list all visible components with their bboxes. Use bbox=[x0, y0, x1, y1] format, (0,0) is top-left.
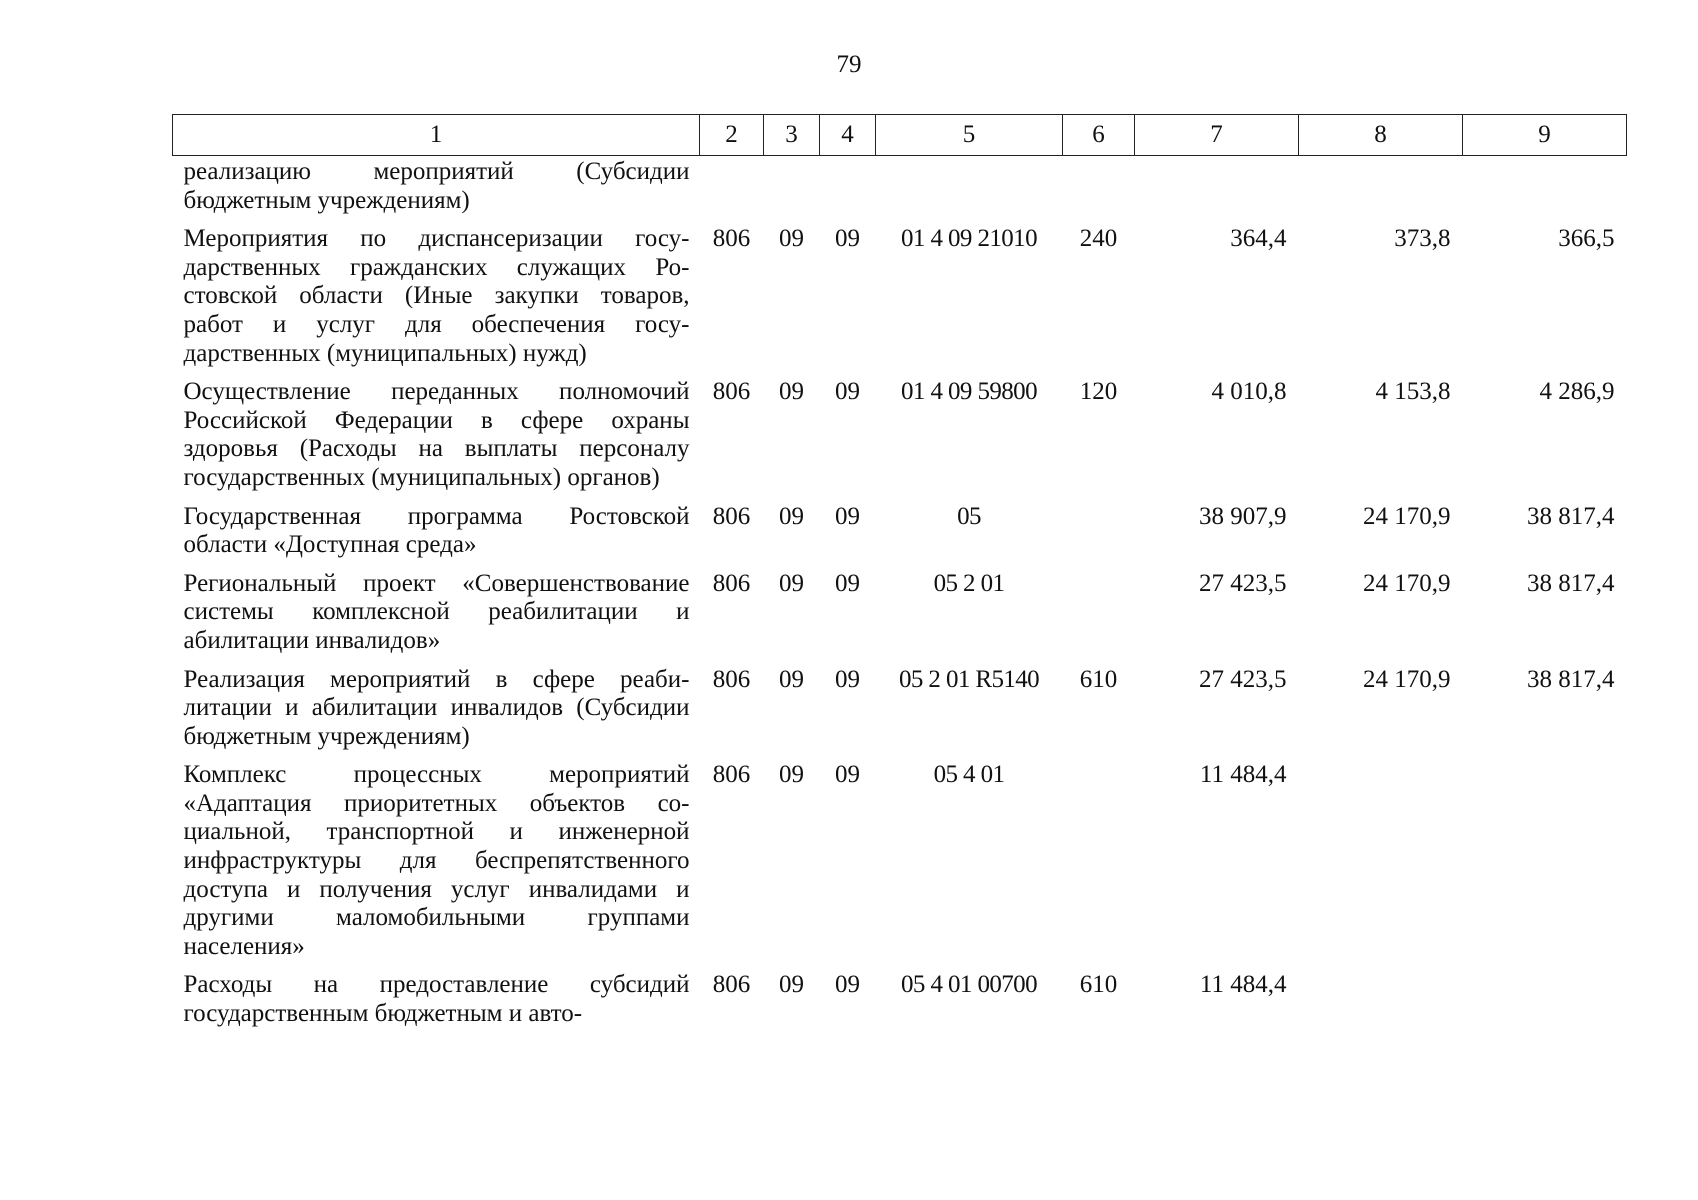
row-amount-year3 bbox=[1463, 971, 1627, 1038]
budget-table-container bbox=[172, 114, 1626, 1039]
table-row bbox=[173, 503, 1627, 570]
row-amount-year2 bbox=[1299, 761, 1463, 971]
row-subsection: 09 bbox=[835, 225, 860, 253]
table-row bbox=[173, 378, 1627, 502]
row-name: Осуществление переданных полномочий Российской Федерации в сфере охраны здоровья (Расходы на выплаты персоналу государственных (муниципальных) органов) bbox=[183, 378, 690, 491]
row-amount-year3: 366,5 bbox=[1558, 225, 1615, 253]
header-row bbox=[173, 115, 1627, 156]
row-target-article: 01 4 09 21010 bbox=[901, 225, 1037, 253]
row-grbs bbox=[700, 156, 764, 226]
header-cell-7: 7 bbox=[1135, 115, 1299, 156]
table-row bbox=[173, 761, 1627, 971]
row-grbs: 806 bbox=[712, 225, 751, 253]
row-amount-year3: 38 817,4 bbox=[1527, 569, 1615, 597]
row-subsection: 09 bbox=[835, 569, 860, 597]
row-amount-year2: 24 170,9 bbox=[1363, 569, 1451, 597]
row-target-article: 05 2 01 R5140 bbox=[898, 665, 1040, 693]
row-name: Региональный проект «Совершенствование системы комплексной реабилитации и абилитации инвалидов» bbox=[183, 569, 690, 654]
row-section: 09 bbox=[779, 502, 804, 530]
row-amount-year2: 373,8 bbox=[1394, 225, 1451, 253]
row-amount-year2: 24 170,9 bbox=[1363, 502, 1451, 530]
row-expense-type: 610 bbox=[1079, 665, 1118, 693]
row-section: 09 bbox=[779, 225, 804, 253]
header-cell-2: 2 bbox=[700, 115, 764, 156]
row-amount-year1: 27 423,5 bbox=[1199, 569, 1287, 597]
row-amount-year2: 24 170,9 bbox=[1363, 665, 1451, 693]
row-amount-year1 bbox=[1135, 156, 1299, 226]
table-header bbox=[173, 115, 1627, 156]
row-expense-type bbox=[1063, 503, 1135, 570]
row-section: 09 bbox=[779, 761, 804, 789]
row-amount-year1: 38 907,9 bbox=[1199, 502, 1287, 530]
table-row bbox=[173, 156, 1627, 226]
budget-table bbox=[172, 114, 1627, 1039]
row-grbs: 806 bbox=[712, 378, 751, 406]
row-amount-year3 bbox=[1463, 761, 1627, 971]
row-subsection bbox=[820, 156, 876, 226]
row-expense-type: 610 bbox=[1079, 971, 1118, 999]
header-cell-9: 9 bbox=[1463, 115, 1627, 156]
row-name: Комплекс процессных мероприятий «Адаптация приоритетных объектов социальной, транспортной и инженерной инфраструктуры для беспрепятственного доступа и получения услуг инвалидами и другими маломобильными группами населения» bbox=[183, 761, 690, 960]
row-section: 09 bbox=[779, 971, 804, 999]
row-section bbox=[764, 156, 820, 226]
row-amount-year2 bbox=[1299, 971, 1463, 1038]
row-expense-type bbox=[1063, 570, 1135, 666]
row-name: Расходы на предоставление субсидий государственным бюджетным и авто- bbox=[183, 971, 690, 1028]
row-subsection: 09 bbox=[835, 665, 860, 693]
row-amount-year1: 364,4 bbox=[1230, 225, 1287, 253]
header-cell-5: 5 bbox=[876, 115, 1063, 156]
row-amount-year3: 4 286,9 bbox=[1539, 378, 1615, 406]
table-row bbox=[173, 666, 1627, 762]
header-cell-3: 3 bbox=[764, 115, 820, 156]
row-subsection: 09 bbox=[835, 761, 860, 789]
row-target-article: 05 4 01 bbox=[933, 761, 1005, 789]
row-grbs: 806 bbox=[712, 761, 751, 789]
row-section: 09 bbox=[779, 569, 804, 597]
table-row bbox=[173, 570, 1627, 666]
row-amount-year1: 27 423,5 bbox=[1199, 665, 1287, 693]
row-subsection: 09 bbox=[835, 502, 860, 530]
row-subsection: 09 bbox=[835, 378, 860, 406]
row-name: реализацию мероприятий (Субсидии бюджетным учреждениям) bbox=[183, 158, 690, 214]
header-cell-6: 6 bbox=[1063, 115, 1135, 156]
row-grbs: 806 bbox=[712, 971, 751, 999]
row-amount-year2 bbox=[1299, 156, 1463, 226]
row-amount-year1: 4 010,8 bbox=[1211, 378, 1287, 406]
row-amount-year3: 38 817,4 bbox=[1527, 665, 1615, 693]
header-cell-4: 4 bbox=[820, 115, 876, 156]
row-amount-year3: 38 817,4 bbox=[1527, 502, 1615, 530]
row-section: 09 bbox=[779, 378, 804, 406]
row-name: Государственная программа Ростовской области «Доступная среда» bbox=[183, 502, 690, 559]
header-cell-1: 1 bbox=[173, 115, 700, 156]
row-grbs: 806 bbox=[712, 665, 751, 693]
row-target-article: 01 4 09 59800 bbox=[901, 378, 1037, 406]
row-target-article: 05 2 01 bbox=[933, 569, 1005, 597]
row-target-article bbox=[876, 156, 1063, 226]
row-section: 09 bbox=[779, 665, 804, 693]
row-grbs: 806 bbox=[712, 502, 751, 530]
row-target-article: 05 4 01 00700 bbox=[901, 971, 1037, 999]
row-amount-year3 bbox=[1463, 156, 1627, 226]
page-number: 79 bbox=[836, 51, 862, 78]
header-cell-8: 8 bbox=[1299, 115, 1463, 156]
row-grbs: 806 bbox=[712, 569, 751, 597]
row-amount-year1: 11 484,4 bbox=[1199, 971, 1287, 999]
table-row bbox=[173, 971, 1627, 1038]
row-amount-year1: 11 484,4 bbox=[1199, 761, 1287, 789]
row-name: Мероприятия по диспансеризации государственных гражданских служащих Ростовской области (Иные закупки товаров, работ и услуг для обеспечения государственных (муниципальных) нужд) bbox=[183, 225, 690, 367]
row-subsection: 09 bbox=[835, 971, 860, 999]
row-amount-year2: 4 153,8 bbox=[1375, 378, 1451, 406]
table-row bbox=[173, 225, 1627, 378]
row-target-article: 05 bbox=[957, 502, 981, 530]
row-name: Реализация мероприятий в сфере реабилитации и абилитации инвалидов (Субсидии бюджетным учреждениям) bbox=[183, 665, 690, 750]
table-body bbox=[173, 156, 1627, 1039]
row-expense-type: 120 bbox=[1079, 378, 1118, 406]
row-expense-type bbox=[1063, 156, 1135, 226]
row-expense-type: 240 bbox=[1079, 225, 1118, 253]
row-expense-type bbox=[1063, 761, 1135, 971]
